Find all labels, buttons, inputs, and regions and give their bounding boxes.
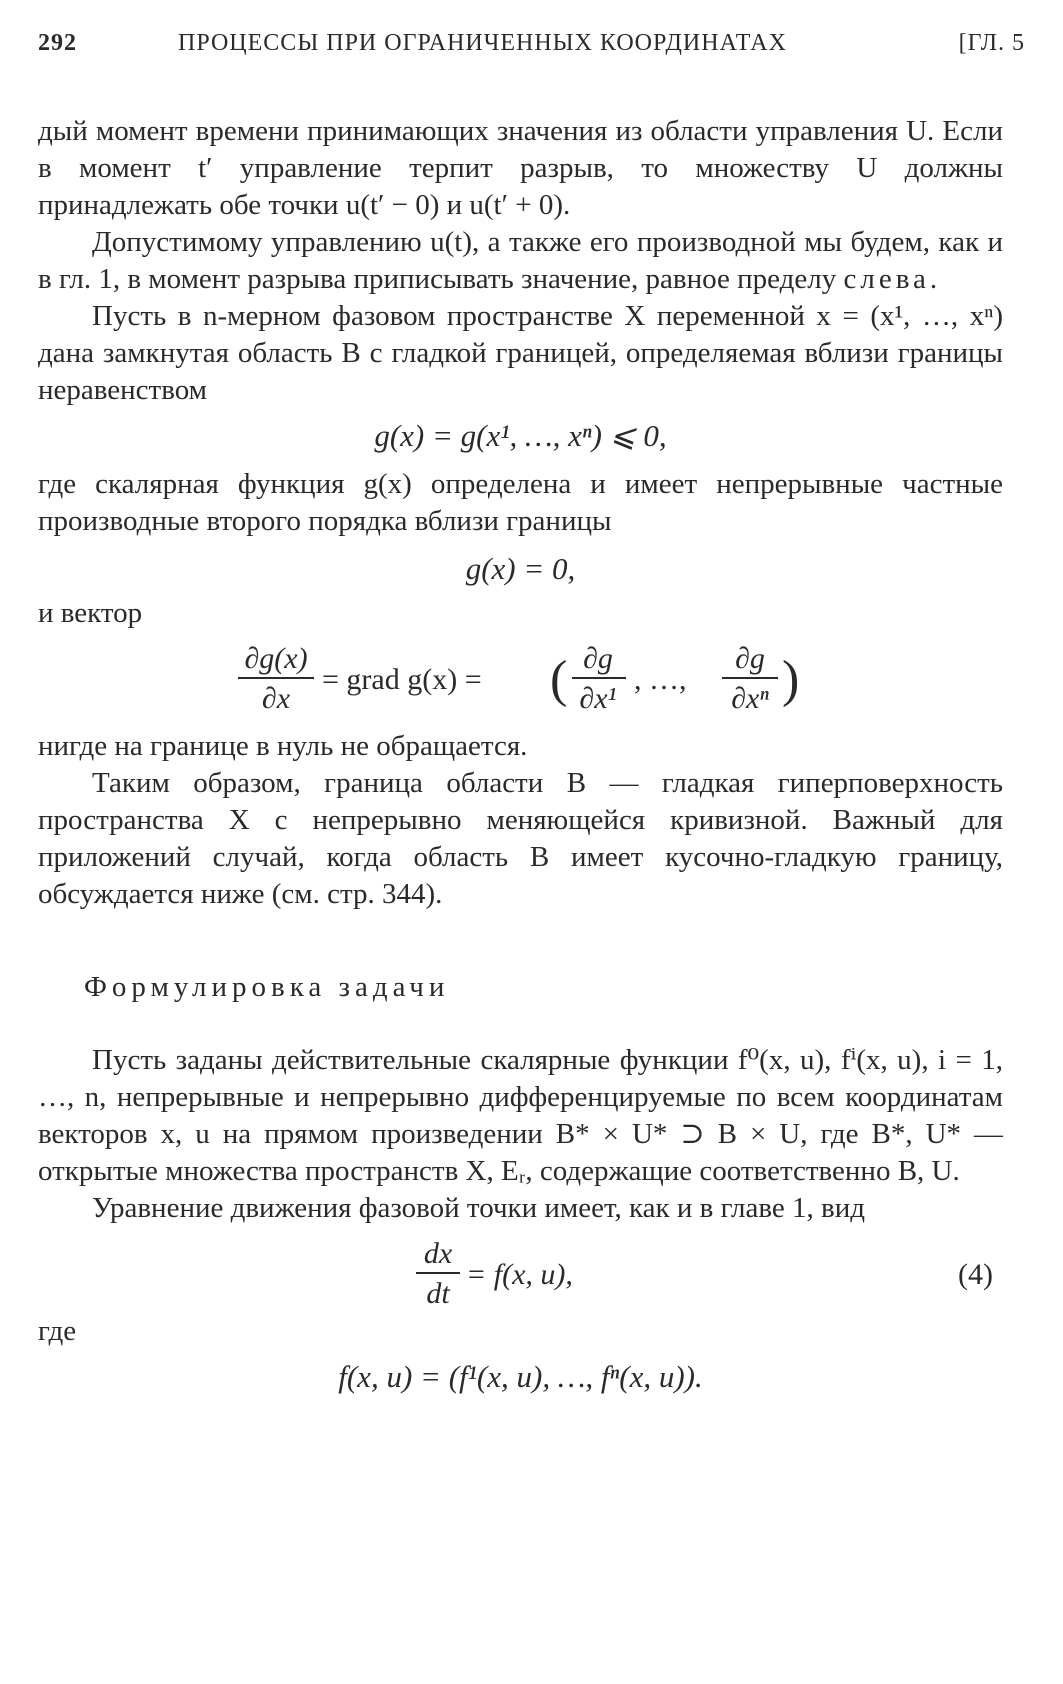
spaced-word: слева. bbox=[843, 263, 942, 295]
gradient-svg bbox=[38, 638, 1003, 718]
motion-equation bbox=[38, 1235, 1003, 1309]
grad-f1-num: ∂g bbox=[583, 642, 613, 675]
paragraph-5: и вектор bbox=[38, 597, 143, 629]
grad-lhs-den: ∂x bbox=[261, 682, 291, 715]
gradient-formula bbox=[38, 638, 1003, 718]
page-body bbox=[38, 113, 1003, 1395]
grad-f1-den: ∂x¹ bbox=[579, 682, 617, 715]
grad-f2-num: ∂g bbox=[735, 642, 765, 675]
motion-svg bbox=[38, 1235, 1003, 1309]
paragraph-2-text: Допустимому управлению u(t), а также его производной мы будем, как и в гл. 1, в момент разрыва приписывать значение, равное пределу bbox=[38, 226, 1003, 295]
paragraph-4: где скалярная функция g(x) определена и имеет непрерывные частные производные второго порядка вблизи границы bbox=[38, 468, 1003, 537]
running-header bbox=[38, 30, 1025, 70]
inequality-text: g(x) = g(x¹, …, xⁿ) ⩽ 0, bbox=[374, 418, 667, 453]
paragraph-1: дый момент времени принимающих значения из области управления U. Если в момент t′ управление терпит разрыв, то множеству U должны принадлежать обе точки u(t′ − 0) и u(t′ + 0). bbox=[38, 115, 1003, 221]
grad-mid: = grad g(x) = bbox=[322, 663, 482, 696]
boundary-formula bbox=[38, 550, 1003, 587]
boundary-text: g(x) = 0, bbox=[465, 551, 576, 586]
section-heading: Формулировка задачи bbox=[84, 971, 450, 1003]
chapter-label: [ГЛ. 5 bbox=[958, 30, 1025, 56]
running-title: ПРОЦЕССЫ ПРИ ОГРАНИЧЕННЫХ КООРДИНАТАХ bbox=[178, 30, 787, 56]
paragraph-2 bbox=[38, 224, 1003, 298]
grad-f2-den: ∂xⁿ bbox=[731, 682, 769, 715]
paragraph-10: где bbox=[38, 1315, 77, 1347]
paragraph-8: Пусть заданы действительные скалярные функции f⁰(x, u), fⁱ(x, u), i = 1, …, n, непрерывные и непрерывно дифференцируемые по всем координатам векторов x, u на прямом произведении B* × U* ⊃ B × U, где B*, U* — открытые множества пространств X, Eᵣ, содержащие соответственно B, U. bbox=[38, 1044, 1003, 1187]
paragraph-6: нигде на границе в нуль не обращается. bbox=[38, 730, 528, 762]
paragraph-3: Пусть в n-мерном фазовом пространстве X переменной x = (x¹, …, xⁿ) дана замкнутая область B с гладкой границей, определяемая вблизи границы неравенством bbox=[38, 300, 1003, 406]
paragraph-9: Уравнение движения фазовой точки имеет, как и в главе 1, вид bbox=[92, 1192, 865, 1224]
grad-lhs-num: ∂g(x) bbox=[244, 642, 308, 675]
motion-den: dt bbox=[426, 1277, 450, 1309]
f-definition-formula bbox=[38, 1358, 1003, 1395]
inequality-formula bbox=[38, 417, 1003, 454]
motion-rhs: = f(x, u), bbox=[466, 1258, 573, 1291]
grad-lparen: ( bbox=[550, 651, 568, 708]
grad-dots: , …, bbox=[634, 663, 687, 696]
page-number: 292 bbox=[38, 30, 77, 56]
paragraph-7: Таким образом, граница области B — гладкая гиперповерхность пространства X с непрерывно меняющейся кривизной. Важный для приложений случай, когда область B имеет кусочно-гладкую границу, обсуждается ниже (см. стр. 344). bbox=[38, 767, 1003, 910]
grad-rparen: ) bbox=[782, 651, 800, 708]
motion-num: dx bbox=[423, 1237, 453, 1270]
equation-number: (4) bbox=[958, 1258, 993, 1291]
f-definition-text: f(x, u) = (f¹(x, u), …, fⁿ(x, u)). bbox=[338, 1359, 703, 1394]
